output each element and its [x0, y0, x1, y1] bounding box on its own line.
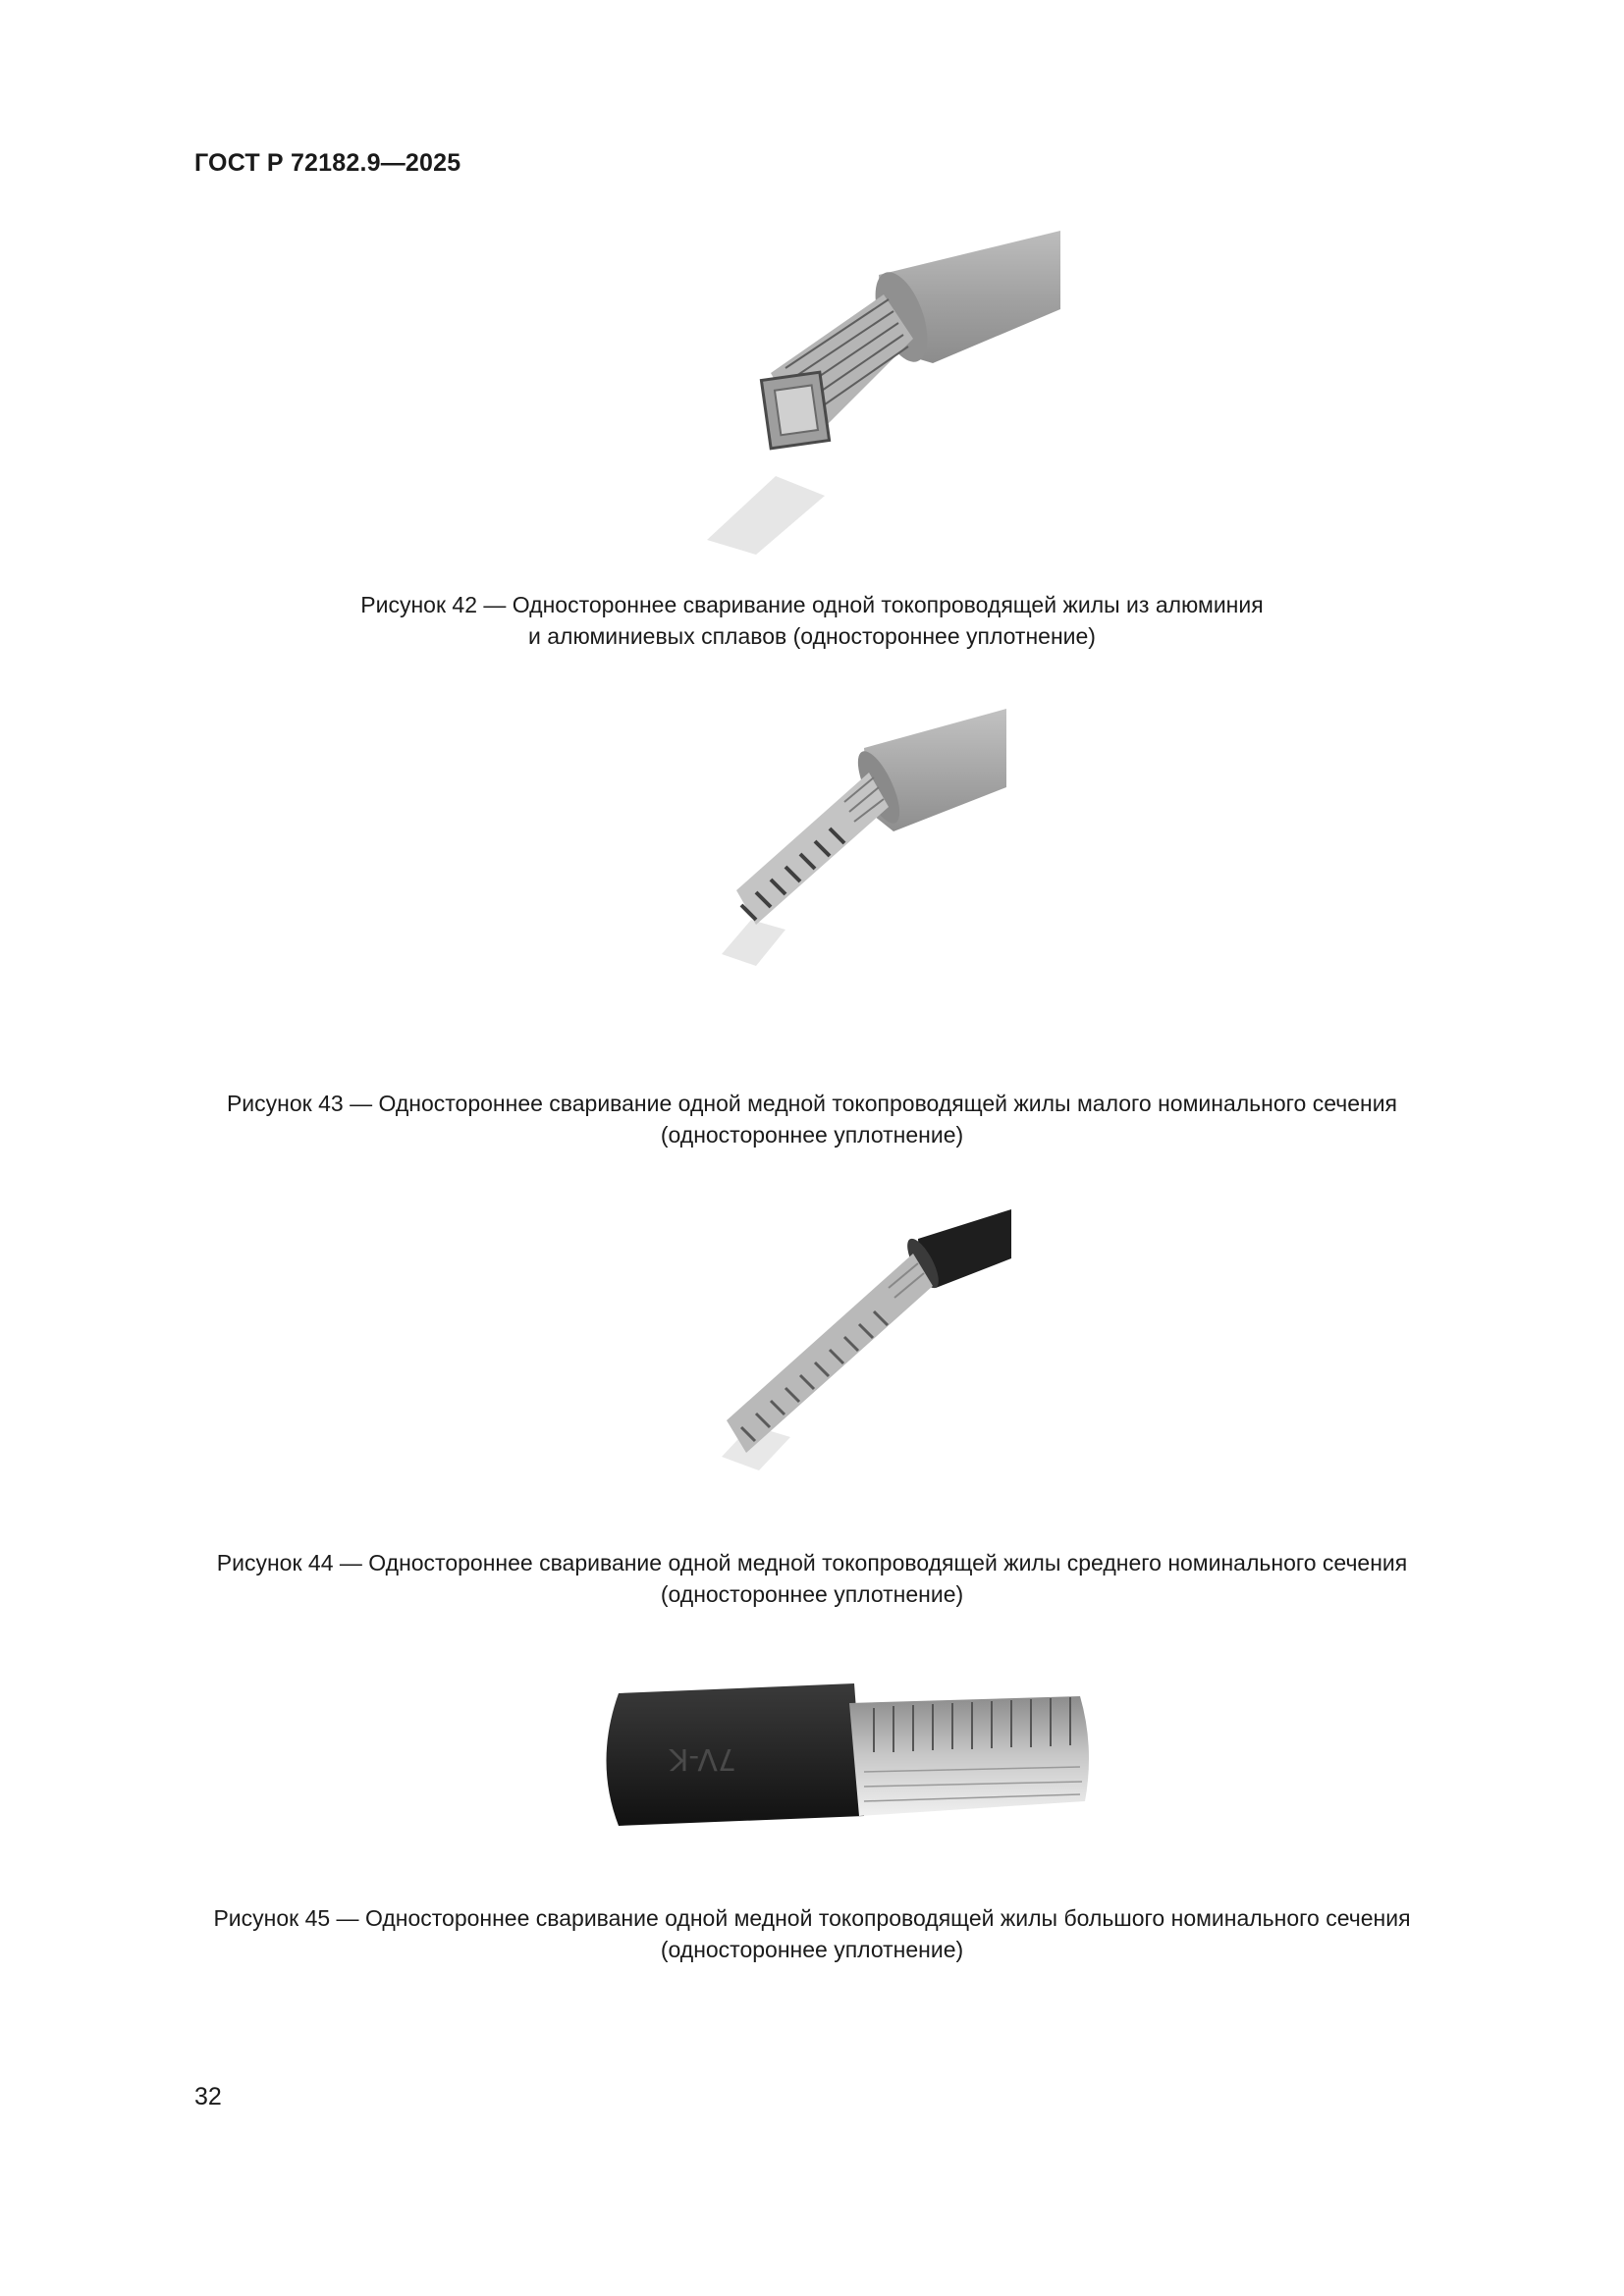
figure-45-photo: [589, 1679, 1110, 1836]
caption-line: (одностороннее уплотнение): [660, 1122, 964, 1148]
caption-line: (одностороннее уплотнение): [660, 1581, 964, 1607]
caption-line: Рисунок 44 — Одностороннее сваривание одной медной токопроводящей жилы среднего номинального сечения: [216, 1550, 1408, 1575]
standard-header: ГОСТ Р 72182.9—2025: [194, 149, 461, 177]
caption-line: (одностороннее уплотнение): [660, 1937, 964, 1962]
figure-43-photo: [712, 709, 1016, 974]
caption-line: Рисунок 42 — Одностороннее сваривание одной токопроводящей жилы из алюминия: [360, 592, 1264, 617]
caption-line: Рисунок 45 — Одностороннее сваривание одной медной токопроводящей жилы большого номинального сечения: [213, 1905, 1411, 1931]
figure-42-photo: [687, 231, 1060, 555]
page-number: 32: [194, 2083, 222, 2110]
svg-text:7V-K: 7V-K: [669, 1741, 736, 1776]
figure-45-caption: [0, 1902, 1624, 1965]
caption-line: Рисунок 43 — Одностороннее сваривание одной медной токопроводящей жилы малого номинального сечения: [226, 1091, 1398, 1116]
figure-44-photo: [712, 1209, 1016, 1474]
figure-43-caption: [0, 1088, 1624, 1150]
figure-42-caption: [0, 589, 1624, 652]
caption-line: и алюминиевых сплавов (одностороннее уплотнение): [528, 623, 1096, 649]
figure-44-caption: [0, 1547, 1624, 1610]
